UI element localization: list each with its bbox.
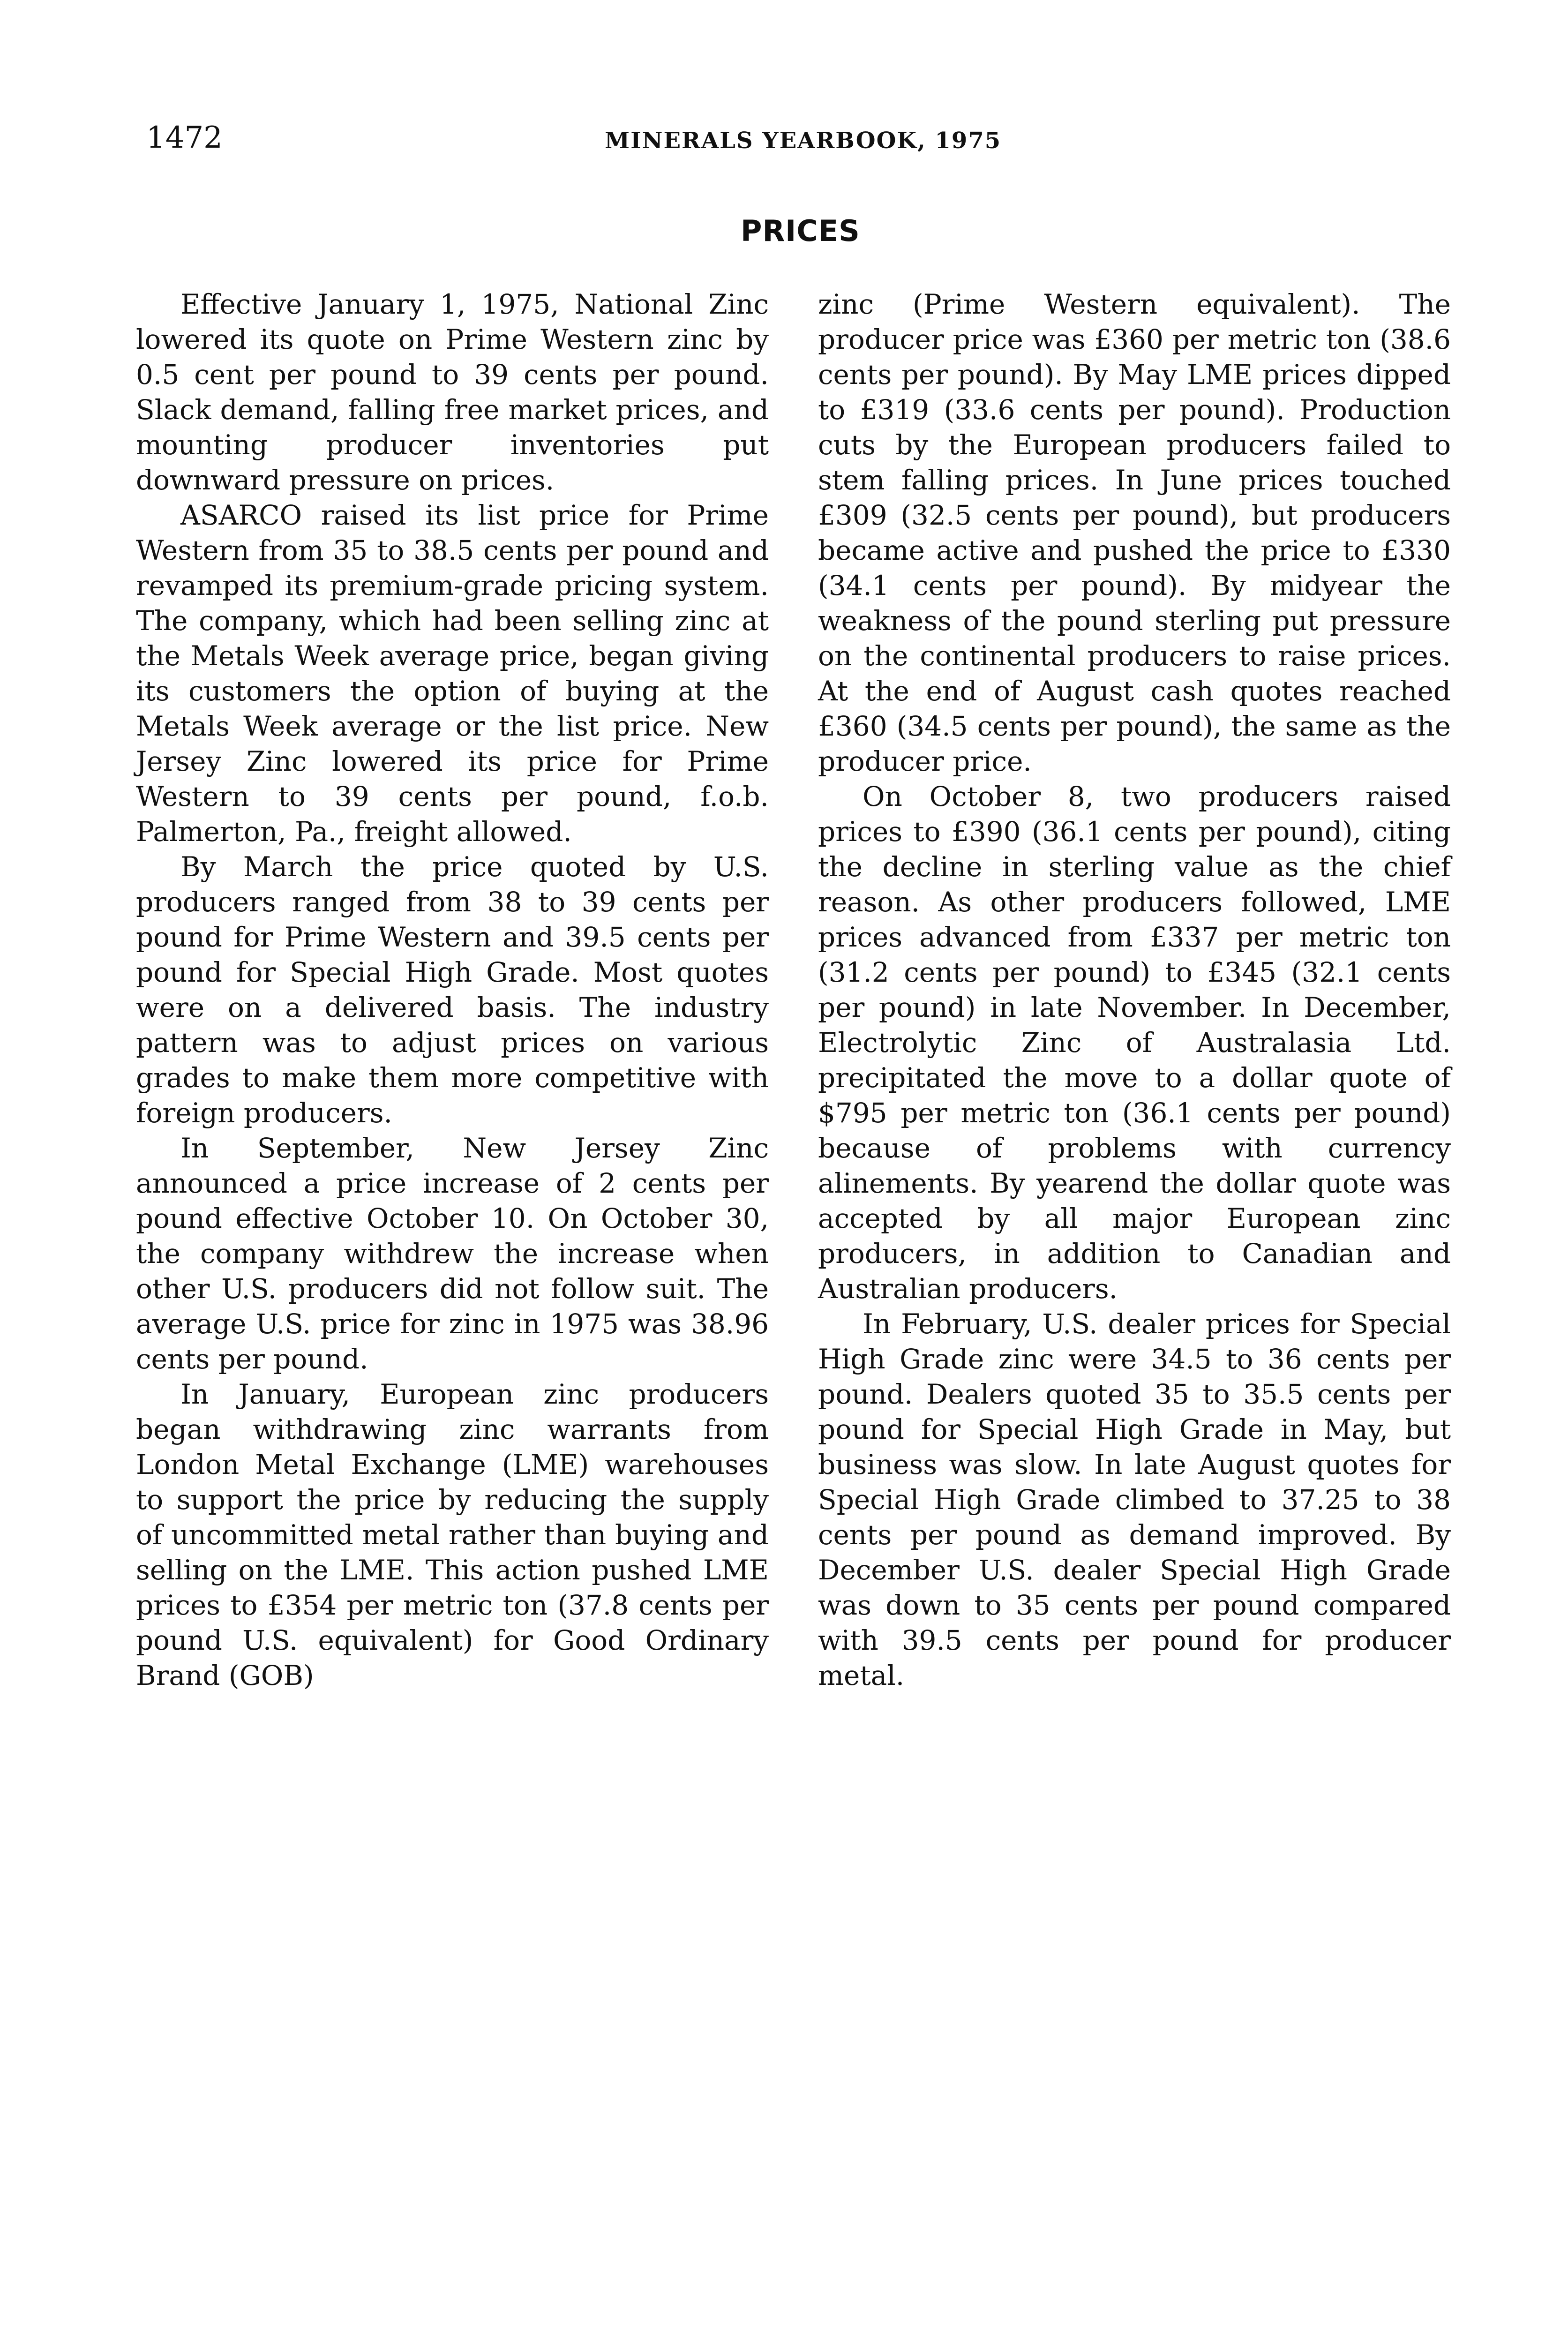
left-column xyxy=(136,287,769,1693)
paragraph: Effective January 1, 1975, National Zinc lowered its quote on Prime Western zinc by 0.5 cent per pound to 39 cents per pound. Slack demand, falling free market prices, and mounting producer inventories put downward pressure on prices. xyxy=(136,288,769,496)
paragraph: In February, U.S. dealer prices for Special High Grade zinc were 34.5 to 36 cents per pound. Dealers quoted 35 to 35.5 cents per pound for Special High Grade in May, but business was slow. In late August quotes for Special High Grade climbed to 37.25 to 38 cents per pound as demand improved. By December U.S. dealer Special High Grade was down to 35 cents per pound compared with 39.5 cents per pound for producer metal. xyxy=(818,1308,1451,1691)
section-title: PRICES xyxy=(741,214,860,248)
paragraph: On October 8, two producers raised prices to £390 (36.1 cents per pound), citing the decline in sterling value as the chief reason. As other producers followed, LME prices advanced from £337 per metric ton (31.2 cents per pound) to £345 (32.1 cents per pound) in late November. In December, Electrolytic Zinc of Australasia Ltd. precipitated the move to a dollar quote of $795 per metric ton (36.1 cents per pound) because of problems with currency alinements. By yearend the dollar quote was accepted by all major European zinc producers, in addition to Canadian and Australian producers. xyxy=(818,781,1451,1305)
paragraph: In September, New Jersey Zinc announced a price increase of 2 cents per pound effective October 10. On October 30, the company withdrew the increase when other U.S. producers did not follow suit. The average U.S. price for zinc in 1975 was 38.96 cents per pound. xyxy=(136,1132,769,1375)
right-column xyxy=(818,287,1451,1693)
paragraph-continued: zinc (Prime Western equivalent). The producer price was £360 per metric ton (38.6 cents per pound). By May LME prices dipped to £319 (33.6 cents per pound). Production cuts by the European producers failed to stem falling prices. In June prices touched £309 (32.5 cents per pound), but producers became active and pushed the price to £330 (34.1 cents per pound). By midyear the weakness of the pound sterling put pressure on the continental producers to raise prices. At the end of August cash quotes reached £360 (34.5 cents per pound), the same as the producer price. xyxy=(818,288,1451,777)
paragraph: ASARCO raised its list price for Prime Western from 35 to 38.5 cents per pound and revamped its premium-grade pricing system. The company, which had been selling zinc at the Metals Week average price, began giving its customers the option of buying at the Metals Week average or the list price. New Jersey Zinc lowered its price for Prime Western to 39 cents per pound, f.o.b. Palmerton, Pa., freight allowed. xyxy=(136,499,769,848)
paragraph: In January, European zinc producers began withdrawing zinc warrants from London Metal Exchange (LME) warehouses to support the price by reducing the supply of uncommitted metal rather than buying and selling on the LME. This action pushed LME prices to £354 per metric ton (37.8 cents per pound U.S. equivalent) for Good Ordinary Brand (GOB) xyxy=(136,1378,769,1691)
running-header-title: MINERALS YEARBOOK, 1975 xyxy=(605,128,1002,154)
paragraph: By March the price quoted by U.S. producers ranged from 38 to 39 cents per pound for Prime Western and 39.5 cents per pound for Special High Grade. Most quotes were on a delivered basis. The industry pattern was to adjust prices on various grades to make them more competitive with foreign producers. xyxy=(136,851,769,1129)
page-number: 1472 xyxy=(146,120,223,155)
